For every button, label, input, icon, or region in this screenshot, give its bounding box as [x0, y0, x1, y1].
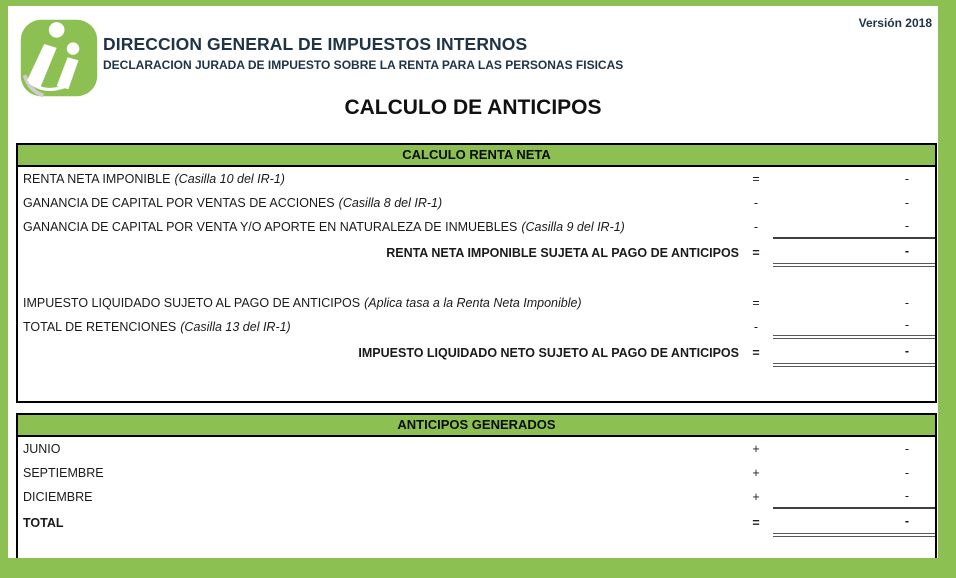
row-value: - [904, 466, 909, 480]
row-value-cell[interactable] [773, 485, 935, 509]
row-label-note: (Casilla 13 del IR-1) [180, 320, 291, 334]
row-operator: = [752, 246, 760, 260]
row-operator: = [752, 516, 760, 530]
row-label-note: (Casilla 10 del IR-1) [174, 172, 285, 186]
row-value-cell[interactable] [773, 339, 935, 367]
row-value: - [904, 442, 909, 456]
form-row [18, 191, 935, 215]
row-label-text: IMPUESTO LIQUIDADO NETO SUJETO AL PAGO DE ANTICIPOS [358, 346, 739, 360]
row-label-text: TOTAL DE RETENCIONES [23, 320, 177, 334]
row-value: - [904, 514, 909, 528]
row-value-cell[interactable] [773, 215, 935, 239]
row-label-text: TOTAL [23, 516, 64, 530]
form-name: DECLARACION JURADA DE IMPUESTO SOBRE LA RENTA PARA LAS PERSONAS FISICAS [103, 58, 624, 72]
section-anticipos-generados [16, 413, 937, 558]
row-operator: - [753, 220, 759, 234]
row-label [18, 346, 739, 360]
row-value-cell[interactable] [773, 167, 935, 191]
section-rows [18, 167, 935, 367]
row-label-note: (Casilla 8 del IR-1) [338, 196, 443, 210]
form-row [18, 267, 935, 291]
row-value-cell[interactable] [773, 509, 935, 537]
row-label [18, 490, 739, 504]
row-operator: + [752, 442, 760, 456]
row-value: - [904, 489, 909, 503]
row-operator: - [753, 320, 759, 334]
row-value-cell[interactable] [773, 291, 935, 315]
row-operator: - [753, 196, 759, 210]
row-label-text: DICIEMBRE [23, 490, 93, 504]
row-label-text: RENTA NETA IMPONIBLE [23, 172, 171, 186]
row-value: - [904, 172, 909, 186]
form-body [16, 143, 937, 558]
row-value-cell[interactable] [773, 461, 935, 485]
row-value-cell[interactable] [773, 191, 935, 215]
row-operator: = [752, 296, 760, 310]
row-label-text: GANANCIA DE CAPITAL POR VENTA Y/O APORTE EN NATURALEZA DE INMUEBLES [23, 220, 518, 234]
row-label-text: SEPTIEMBRE [23, 466, 104, 480]
section-calculo-renta-neta [16, 143, 937, 403]
form-row [18, 509, 935, 537]
form-row [18, 485, 935, 509]
form-row [18, 239, 935, 267]
row-label [18, 466, 739, 480]
form-row [18, 437, 935, 461]
row-value-cell[interactable] [773, 239, 935, 267]
row-label [18, 516, 739, 530]
row-label-text: GANANCIA DE CAPITAL POR VENTAS DE ACCIONES [23, 196, 335, 210]
row-operator: + [752, 490, 760, 504]
form-row [18, 167, 935, 191]
row-label-text: IMPUESTO LIQUIDADO SUJETO AL PAGO DE ANTICIPOS [23, 296, 361, 310]
section-header: CALCULO RENTA NETA [18, 145, 935, 167]
form-row [18, 215, 935, 239]
row-label-note: (Aplica tasa a la Renta Neta Imponible) [364, 296, 582, 310]
section-rows [18, 437, 935, 537]
row-operator: = [752, 346, 760, 360]
row-value: - [904, 219, 909, 233]
row-value-cell[interactable] [773, 437, 935, 461]
row-value: - [904, 318, 909, 332]
row-label [18, 320, 739, 334]
row-value: - [904, 196, 909, 210]
form-row [18, 291, 935, 315]
org-header [103, 34, 623, 72]
row-value-cell[interactable] [773, 315, 935, 339]
row-label [18, 442, 739, 456]
section-header: ANTICIPOS GENERADOS [18, 415, 935, 437]
row-label [18, 196, 739, 210]
row-label [18, 246, 739, 260]
row-value: - [904, 344, 909, 358]
row-label [18, 296, 739, 310]
row-label-note: (Casilla 9 del IR-1) [521, 220, 625, 234]
page-title: CALCULO DE ANTICIPOS [344, 96, 602, 119]
dgii-logo [20, 19, 98, 97]
row-operator: = [752, 172, 760, 186]
worksheet [8, 6, 938, 558]
row-value: - [904, 244, 909, 258]
org-name: DIRECCION GENERAL DE IMPUESTOS INTERNOS [103, 34, 528, 54]
form-row [18, 461, 935, 485]
row-label-text: RENTA NETA IMPONIBLE SUJETA AL PAGO DE ANTICIPOS [386, 246, 739, 260]
version-label: Versión 2018 [858, 16, 932, 30]
row-operator: + [752, 466, 760, 480]
row-value: - [904, 296, 909, 310]
row-label-text: JUNIO [23, 442, 61, 456]
form-row [18, 339, 935, 367]
form-row [18, 315, 935, 339]
row-label [18, 220, 739, 234]
row-label [18, 172, 739, 186]
